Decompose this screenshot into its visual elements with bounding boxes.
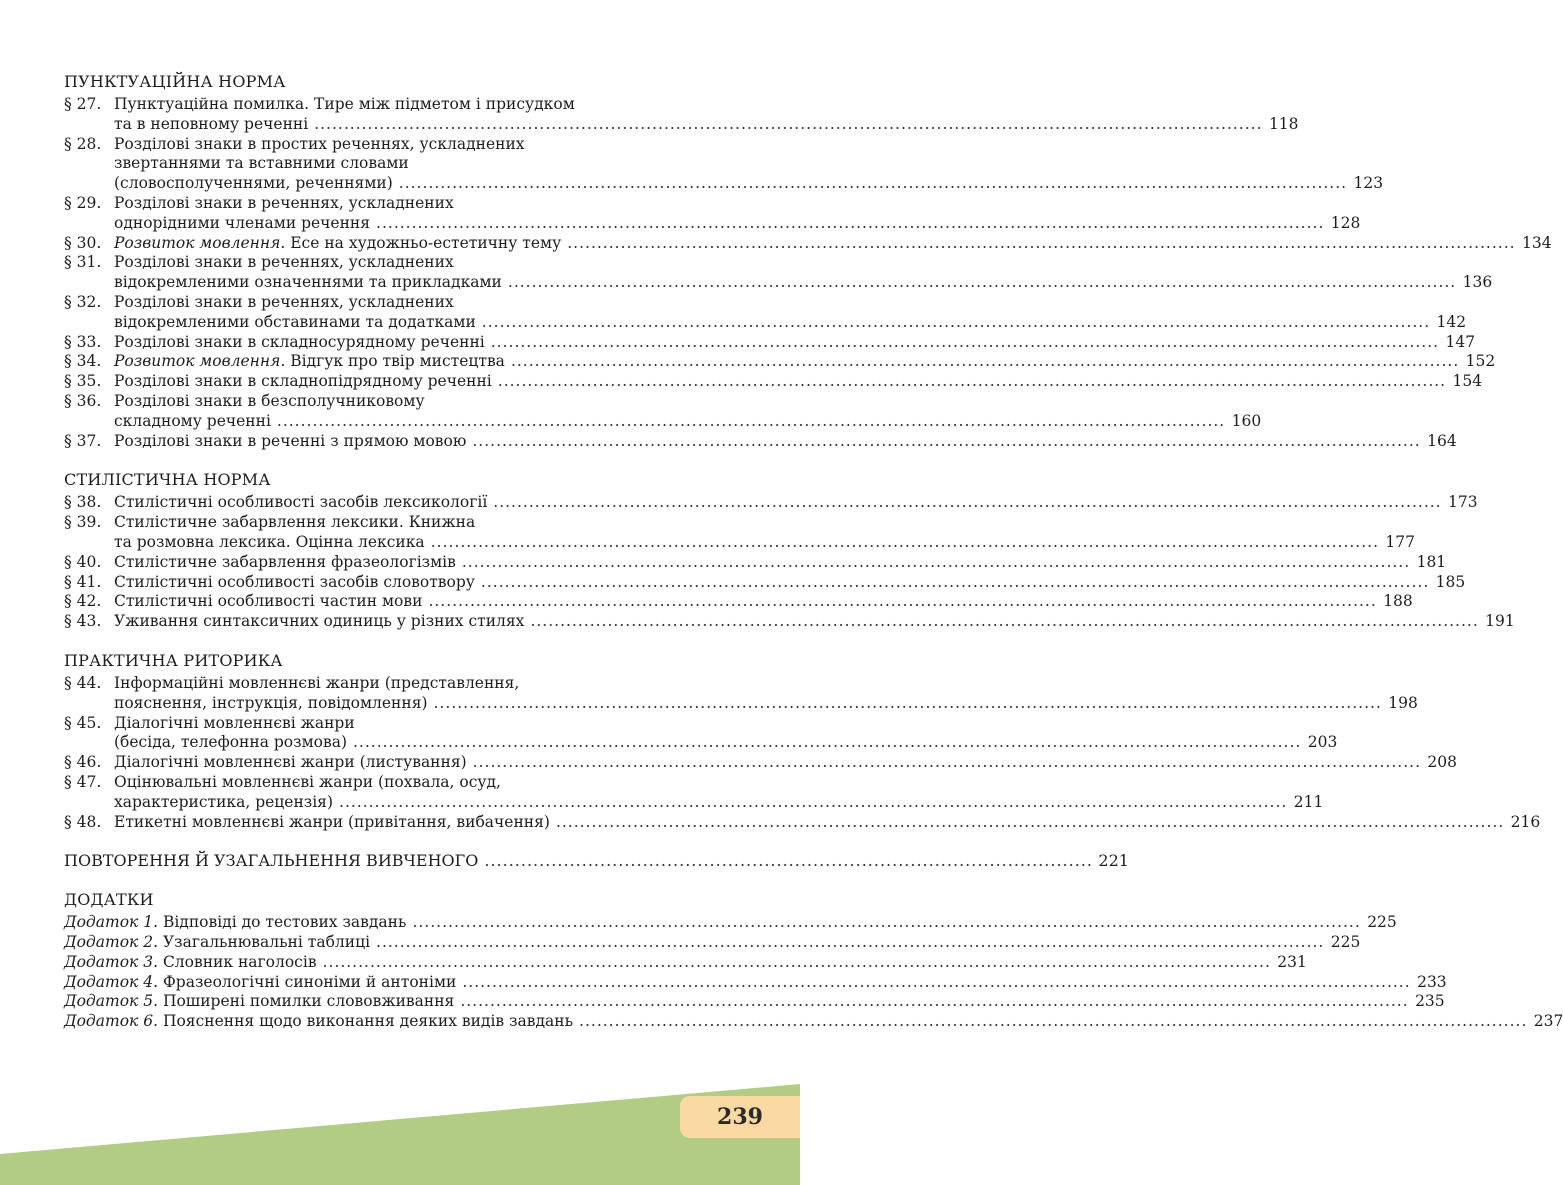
toc-entry: [64, 552, 1447, 573]
entry-line: [114, 293, 700, 313]
appendix-entry: [64, 992, 1445, 1012]
entry-text: пояснення, інструкція, повідомлення): [114, 693, 428, 712]
entry-page: 160: [1231, 411, 1262, 430]
entry-body: [114, 193, 1361, 234]
entry-line: [114, 753, 1457, 773]
dot-leader: ................................................................................................................................................................: [480, 572, 1430, 591]
entry-text: та розмовна лексика. Оцінна лексика: [114, 532, 425, 551]
entry-text: та в неповному реченні: [114, 114, 309, 133]
entry-line: [114, 411, 1262, 432]
entry-body: [114, 372, 1483, 392]
entry-page: 188: [1383, 592, 1413, 611]
entry-number: § 32.: [64, 292, 102, 311]
appendix-title: ДОДАТКИ: [64, 890, 154, 910]
entry-text: Стилістичні особливості частин мови: [114, 592, 423, 611]
entry-text: (словосполученнями, реченнями): [114, 174, 393, 193]
speech-development-label: Розвиток мовлення.: [114, 352, 286, 371]
appendix-entry: [64, 933, 1361, 953]
review-title: ПОВТОРЕННЯ Й УЗАГАЛЬНЕННЯ ВИВЧЕНОГО: [64, 851, 479, 871]
dot-leader: ................................................................................................................................................................: [376, 933, 1325, 952]
dot-leader: ....................................................................................................: [484, 851, 1093, 871]
entry-text: відокремленими обставинами та додатками: [114, 312, 476, 331]
appendix-text: [64, 953, 317, 973]
appendix-label: Додаток 1.: [64, 913, 158, 932]
entry-number: § 39.: [64, 513, 102, 532]
entry-body: [114, 493, 1478, 513]
entry-number: § 36.: [64, 391, 102, 410]
appendix-text: [64, 992, 454, 1012]
dot-leader: ................................................................................................................................................................: [490, 332, 1440, 351]
toc-entry: [64, 513, 1416, 553]
appendix-label: Додаток 3.: [64, 952, 158, 971]
dot-leader: ................................................................................................................................................................: [376, 213, 1325, 232]
appendix-text: [64, 1012, 573, 1032]
toc-entry: [64, 713, 1338, 754]
entry-text: [114, 234, 561, 254]
appendix-label: Додаток 2.: [64, 933, 158, 952]
entry-text: Розділові знаки в реченнях, ускладнених: [114, 193, 454, 212]
entry-text: складному реченні: [114, 411, 271, 430]
dot-leader: ................................................................................................................................................................: [433, 693, 1382, 712]
toc-entry: [64, 95, 1299, 135]
entry-body: [114, 673, 1418, 714]
toc-entry: [64, 572, 1466, 593]
entry-line: [114, 592, 1413, 612]
page-number: 239: [717, 1104, 763, 1130]
entry-number: § 48.: [64, 812, 102, 831]
entry-page: 128: [1330, 213, 1361, 232]
entry-body: [114, 253, 1493, 293]
appendix-entry: [64, 913, 1397, 933]
dot-leader: ................................................................................................................................................................: [276, 411, 1226, 430]
toc-entry: [64, 332, 1476, 353]
review-section: [64, 851, 1129, 871]
entry-page: 142: [1436, 312, 1467, 331]
section-title: СТИЛІСТИЧНА НОРМА: [64, 470, 271, 490]
appendix-page: 225: [1330, 933, 1361, 952]
entry-line: [114, 733, 1338, 753]
entry-page: 177: [1385, 532, 1416, 551]
entry-body: [114, 352, 1496, 372]
entry-line: [114, 792, 1324, 813]
entry-body: [114, 513, 1416, 553]
entry-text: звертаннями та вставними словами: [114, 154, 409, 173]
appendix-text: [64, 973, 456, 993]
entry-line: [114, 513, 700, 533]
toc-entry: [64, 233, 1552, 254]
appendix-title-text: Словник наголосів: [162, 952, 317, 971]
dot-leader: ................................................................................................................................................................: [472, 753, 1421, 772]
appendix-page: 225: [1367, 913, 1397, 932]
green-decorative-band: [0, 1084, 800, 1185]
entry-page: 203: [1307, 733, 1338, 752]
entry-page: 191: [1485, 612, 1515, 631]
entry-page: 118: [1268, 114, 1299, 133]
toc-entry: [64, 134, 1384, 194]
appendix-label: Додаток 4.: [64, 972, 158, 991]
entry-number: § 33.: [64, 332, 102, 351]
entry-number: § 31.: [64, 253, 102, 272]
appendix-label: Додаток 5.: [64, 992, 158, 1011]
entry-page: 211: [1293, 792, 1324, 811]
dot-leader: ................................................................................................................................................................: [322, 952, 1271, 971]
appendix-title-text: Поширені помилки слововживання: [162, 992, 455, 1011]
entry-number: § 47.: [64, 772, 102, 791]
entry-number: § 37.: [64, 431, 102, 450]
entry-page: 208: [1427, 753, 1457, 772]
dot-leader: ................................................................................................................................................................: [462, 972, 1411, 991]
dot-leader: ................................................................................................................................................................: [412, 913, 1361, 932]
entry-number: § 43.: [64, 612, 102, 631]
dot-leader: ................................................................................................................................................................: [314, 114, 1263, 133]
entry-text-rest: Відгук про твір мистецтва: [290, 352, 505, 371]
entry-text: Розділові знаки в реченнях, ускладнених: [114, 292, 454, 311]
dot-leader: ................................................................................................................................................................: [430, 532, 1380, 551]
dot-leader: ................................................................................................................................................................: [398, 174, 1348, 193]
toc-section: [64, 72, 1552, 451]
entry-line: [114, 135, 700, 155]
entry-line: [114, 372, 1483, 392]
dot-leader: ................................................................................................................................................................: [497, 372, 1447, 391]
entry-body: [114, 753, 1457, 773]
toc-entry: [64, 431, 1457, 452]
entry-body: [114, 772, 1324, 813]
entry-line: [114, 773, 700, 793]
toc-entry: [64, 253, 1493, 293]
entry-page: 164: [1427, 431, 1457, 450]
entry-text: Інформаційні мовленнєві жанри (представлення,: [114, 673, 520, 692]
entry-text: однорідними членами речення: [114, 213, 371, 232]
entry-text: Стилістичні особливості засобів лексикології: [114, 493, 488, 512]
toc-entry: [64, 673, 1418, 714]
dot-leader: ................................................................................................................................................................: [339, 792, 1288, 811]
entry-line: [114, 154, 700, 174]
entry-page: 185: [1435, 572, 1466, 591]
entry-body: [114, 95, 1299, 135]
toc-entry: [64, 812, 1541, 833]
section-title: ПУНКТУАЦІЙНА НОРМА: [64, 72, 286, 91]
entry-body: [114, 812, 1541, 833]
entry-text: Уживання синтаксичних одиниць у різних стилях: [114, 612, 525, 631]
dot-leader: ................................................................................................................................................................: [567, 233, 1516, 252]
entry-body: [114, 292, 1467, 333]
entry-line: [114, 493, 1478, 513]
entry-text: (бесіда, телефонна розмова): [114, 733, 347, 752]
entry-line: [114, 253, 700, 273]
entry-text: Діалогічні мовленнєві жанри (листування): [114, 753, 467, 772]
entry-number: § 40.: [64, 552, 102, 571]
dot-leader: ................................................................................................................................................................: [428, 592, 1377, 611]
entry-body: [114, 592, 1413, 612]
toc-entry: [64, 493, 1478, 513]
toc-entry: [64, 292, 1467, 333]
entry-body: [114, 713, 1338, 754]
entry-body: [114, 134, 1384, 194]
entry-number: § 42.: [64, 592, 102, 611]
entry-line: [114, 532, 1416, 553]
dot-leader: ................................................................................................................................................................: [493, 493, 1442, 512]
toc-entry: [64, 193, 1361, 234]
appendix-title-text: Відповіді до тестових завдань: [162, 913, 407, 932]
entry-body: [114, 391, 1262, 432]
entry-page: 152: [1465, 352, 1496, 371]
entry-number: § 34.: [64, 352, 102, 371]
entry-page: 198: [1388, 693, 1418, 712]
entry-page: 181: [1416, 552, 1447, 571]
entry-line: [114, 812, 1541, 833]
speech-development-label: Розвиток мовлення.: [114, 233, 286, 252]
entry-text: Діалогічні мовленнєві жанри: [114, 713, 355, 732]
review-row: [64, 851, 1129, 871]
entry-body: [114, 572, 1466, 593]
dot-leader: ................................................................................................................................................................: [579, 1012, 1528, 1031]
dot-leader: ................................................................................................................................................................: [481, 312, 1431, 331]
toc-entry: [64, 753, 1457, 773]
table-of-contents: [64, 72, 1563, 1051]
entry-page: 173: [1448, 493, 1478, 512]
entry-line: [114, 273, 1493, 293]
entry-number: § 30.: [64, 233, 102, 252]
appendix-title-text: Узагальнювальні таблиці: [162, 933, 371, 952]
toc-section: [64, 650, 1541, 832]
page-number-tab: [680, 1096, 800, 1138]
entry-text: [114, 352, 505, 372]
entry-number: § 44.: [64, 673, 102, 692]
entry-number: § 29.: [64, 193, 102, 212]
entry-text: відокремленими означеннями та прикладками: [114, 273, 502, 292]
entry-line: [114, 312, 1467, 333]
entry-number: § 46.: [64, 753, 102, 772]
entry-text: Розділові знаки в реченні з прямою мовою: [114, 431, 467, 450]
appendix-entry: [64, 972, 1447, 993]
dot-leader: ................................................................................................................................................................: [510, 352, 1460, 371]
entry-body: [114, 612, 1515, 632]
entry-text: Пунктуаційна помилка. Тире між підметом і присудком: [114, 95, 575, 113]
entry-text: Стилістичні особливості засобів словотвору: [114, 572, 475, 591]
entry-line: [114, 174, 1384, 194]
entry-text: Оцінювальні мовленнєві жанри (похвала, осуд,: [114, 772, 501, 791]
toc-entry: [64, 372, 1483, 392]
appendix-title-text: Пояснення щодо виконання деяких видів завдань: [162, 1012, 574, 1031]
entry-line: [114, 693, 1418, 714]
entry-page: 134: [1521, 233, 1552, 252]
entry-line: [114, 352, 1496, 372]
entry-line: [114, 431, 1457, 452]
entry-text: Розділові знаки в безсполучниковому: [114, 391, 425, 410]
entry-line: [114, 674, 700, 694]
entry-line: [114, 213, 1361, 234]
entry-line: [114, 332, 1476, 353]
entry-line: [114, 194, 700, 214]
appendix-entry: [64, 952, 1307, 973]
dot-leader: ................................................................................................................................................................: [555, 812, 1505, 831]
appendix-page: 235: [1415, 992, 1445, 1011]
entry-text: Розділові знаки в реченнях, ускладнених: [114, 253, 454, 272]
entry-number: § 45.: [64, 713, 102, 732]
review-page: 221: [1098, 851, 1129, 871]
appendix-list: [64, 913, 1563, 1032]
entry-line: [114, 95, 700, 115]
appendix-text: [64, 913, 406, 933]
entry-line: [114, 114, 1299, 135]
entry-line: [114, 392, 700, 412]
dot-leader: ................................................................................................................................................................: [460, 992, 1409, 1011]
dot-leader: ................................................................................................................................................................: [353, 733, 1302, 752]
entry-page: 154: [1452, 372, 1483, 391]
entry-page: 216: [1510, 812, 1541, 831]
entry-line: [114, 552, 1447, 573]
dot-leader: ................................................................................................................................................................: [507, 273, 1457, 292]
entry-number: § 41.: [64, 572, 102, 591]
entry-text-rest: Есе на художньо-естетичну тему: [290, 233, 562, 252]
entry-text: Етикетні мовленнєві жанри (привітання, вибачення): [114, 812, 550, 831]
entry-text: Розділові знаки в складнопідрядному реченні: [114, 372, 492, 391]
green-wedge: [0, 1084, 800, 1185]
entry-number: § 27.: [64, 95, 102, 113]
toc-entry: [64, 592, 1413, 612]
entry-line: [114, 572, 1466, 593]
entry-body: [114, 431, 1457, 452]
appendix-label: Додаток 6.: [64, 1012, 158, 1031]
entry-line: [114, 714, 700, 734]
entry-page: 123: [1353, 174, 1384, 193]
dot-leader: ................................................................................................................................................................: [461, 552, 1411, 571]
entry-text: характеристика, рецензія): [114, 792, 334, 811]
appendix-title-text: Фразеологічні синоніми й антоніми: [162, 972, 457, 991]
entry-text: Стилістичне забарвлення фразеологізмів: [114, 552, 456, 571]
entry-line: [114, 233, 1552, 254]
entry-text: Розділові знаки в складносурядному реченні: [114, 332, 485, 351]
entry-body: [114, 332, 1476, 353]
section-title: ПРАКТИЧНА РИТОРИКА: [64, 650, 283, 670]
dot-leader: ................................................................................................................................................................: [530, 612, 1479, 631]
appendix-page: 231: [1277, 952, 1307, 971]
appendix-entry: [64, 1012, 1563, 1032]
dot-leader: ................................................................................................................................................................: [472, 431, 1421, 450]
entry-body: [114, 552, 1447, 573]
entry-line: [114, 612, 1515, 632]
toc-entry: [64, 352, 1496, 372]
entry-page: 136: [1462, 273, 1493, 292]
entry-page: 147: [1445, 332, 1476, 351]
entry-number: § 35.: [64, 372, 102, 391]
appendix-section: [64, 890, 1563, 1032]
toc-entry: [64, 772, 1324, 813]
entry-number: § 28.: [64, 134, 102, 153]
entry-text: Розділові знаки в простих реченнях, ускладнених: [114, 134, 525, 153]
toc-entry: [64, 612, 1515, 632]
entry-body: [114, 233, 1552, 254]
appendix-page: 237: [1533, 1012, 1563, 1031]
toc-entry: [64, 391, 1262, 432]
entry-text: Стилістичне забарвлення лексики. Книжна: [114, 513, 476, 532]
entry-number: § 38.: [64, 493, 102, 512]
toc-section: [64, 470, 1515, 632]
appendix-page: 233: [1417, 972, 1447, 991]
appendix-text: [64, 933, 370, 953]
